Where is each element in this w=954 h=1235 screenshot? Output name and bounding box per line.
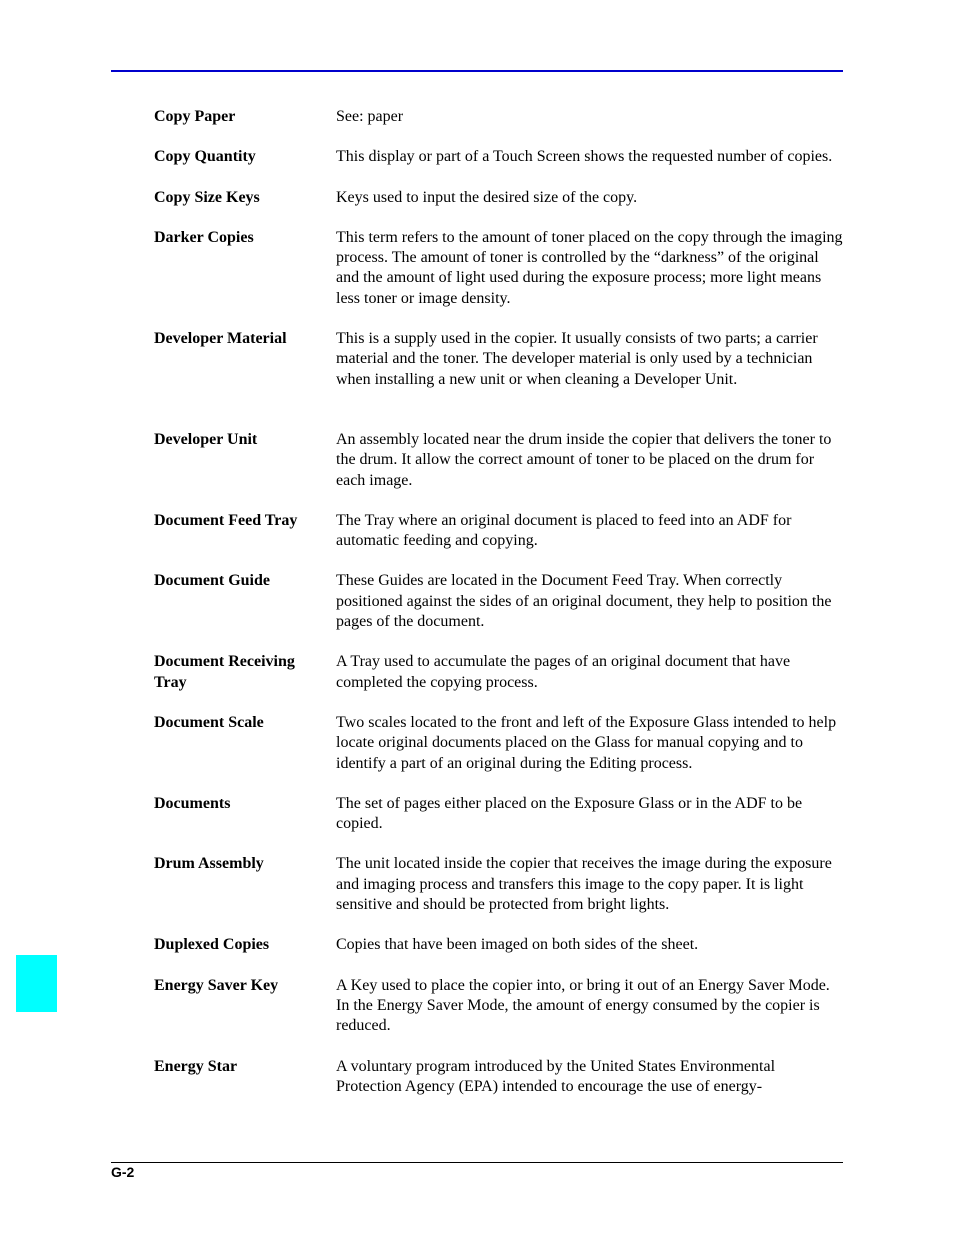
glossary-term: Drum Assembly [154, 855, 264, 873]
glossary-term: Document Receiving Tray [154, 653, 295, 691]
glossary-definition: The unit located inside the copier that receives the image during the exposure and imaging process and transfers this image to the copy paper. It is light sensitive and should be protected from bright lights. [336, 855, 832, 914]
glossary-term: Energy Saver Key [154, 976, 279, 994]
glossary-definition: Copies that have been imaged on both sides of the sheet. [336, 936, 699, 954]
glossary-term: Darker Copies [154, 228, 254, 246]
glossary-entry [154, 935, 844, 955]
glossary-entry [154, 228, 844, 309]
glossary-definition: The Tray where an original document is placed to feed into an ADF for automatic feeding and copying. [336, 511, 792, 550]
glossary-term: Document Guide [154, 572, 270, 590]
glossary-definition: A voluntary program introduced by the United States Environmental Protection Agency (EPA) intended to encourage the use of energy- [336, 1057, 776, 1095]
glossary-term: Developer Unit [154, 430, 258, 448]
glossary-definition: Keys used to input the desired size of the copy. [336, 188, 638, 206]
glossary-definition: See: paper [336, 108, 404, 125]
page-number: G-2 [111, 1164, 135, 1180]
glossary-entry [154, 652, 844, 693]
glossary-definition: A Tray used to accumulate the pages of an original document that have completed the copying process. [336, 653, 791, 691]
glossary-term: Copy Paper [154, 108, 236, 125]
glossary-entry [154, 713, 844, 774]
glossary-entry [154, 188, 844, 208]
glossary-definition: An assembly located near the drum inside the copier that delivers the toner to the drum. It allow the correct amount of toner to be placed on the drum for each image. [336, 430, 832, 489]
glossary-term: Document Feed Tray [154, 511, 298, 529]
glossary-entry [154, 147, 844, 167]
glossary-term: Copy Quantity [154, 148, 256, 166]
glossary-entry [154, 976, 844, 1037]
section-tab-marker [16, 955, 57, 1012]
glossary-definition: This is a supply used in the copier. It usually consists of two parts; a carrier material and the toner. The developer material is only used by a technician when installing a new unit or when cleaning a Developer Unit. [336, 330, 818, 388]
glossary-definition: These Guides are located in the Document Feed Tray. When correctly positioned against the sides of an original document, they help to position the pages of the document. [336, 572, 832, 631]
glossary-term: Duplexed Copies [154, 936, 270, 954]
glossary-entry [154, 107, 844, 127]
glossary-term: Copy Size Keys [154, 188, 260, 206]
glossary-definition: This display or part of a Touch Screen shows the requested number of copies. [336, 148, 833, 166]
glossary-term: Developer Material [154, 330, 287, 348]
glossary-entry [154, 854, 844, 915]
glossary-definition: The set of pages either placed on the Exposure Glass or in the ADF to be copied. [336, 794, 803, 833]
glossary-entry [154, 511, 844, 552]
header-rule [111, 70, 843, 72]
footer-rule [111, 1162, 843, 1163]
glossary-entry [154, 794, 844, 835]
glossary-entry [154, 329, 844, 390]
glossary-list [154, 107, 844, 1097]
glossary-definition: This term refers to the amount of toner placed on the copy through the imaging process. The amount of toner is controlled by the “darkness” of the original and the amount of light used during the exposure process; more light means less toner or image density. [336, 228, 843, 307]
glossary-term: Energy Star [154, 1057, 238, 1075]
glossary-term: Documents [154, 794, 231, 812]
glossary-entry [154, 1057, 844, 1098]
glossary-definition: Two scales located to the front and left of the Exposure Glass intended to help locate original documents placed on the Glass for manual copying and to identify a part of an original during the Editing process. [336, 713, 837, 772]
glossary-entry [154, 430, 844, 491]
glossary-term: Document Scale [154, 713, 264, 731]
glossary-entry [154, 571, 844, 632]
glossary-definition: A Key used to place the copier into, or bring it out of an Energy Saver Mode. In the Energy Saver Mode, the amount of energy consumed by the copier is reduced. [336, 976, 830, 1035]
